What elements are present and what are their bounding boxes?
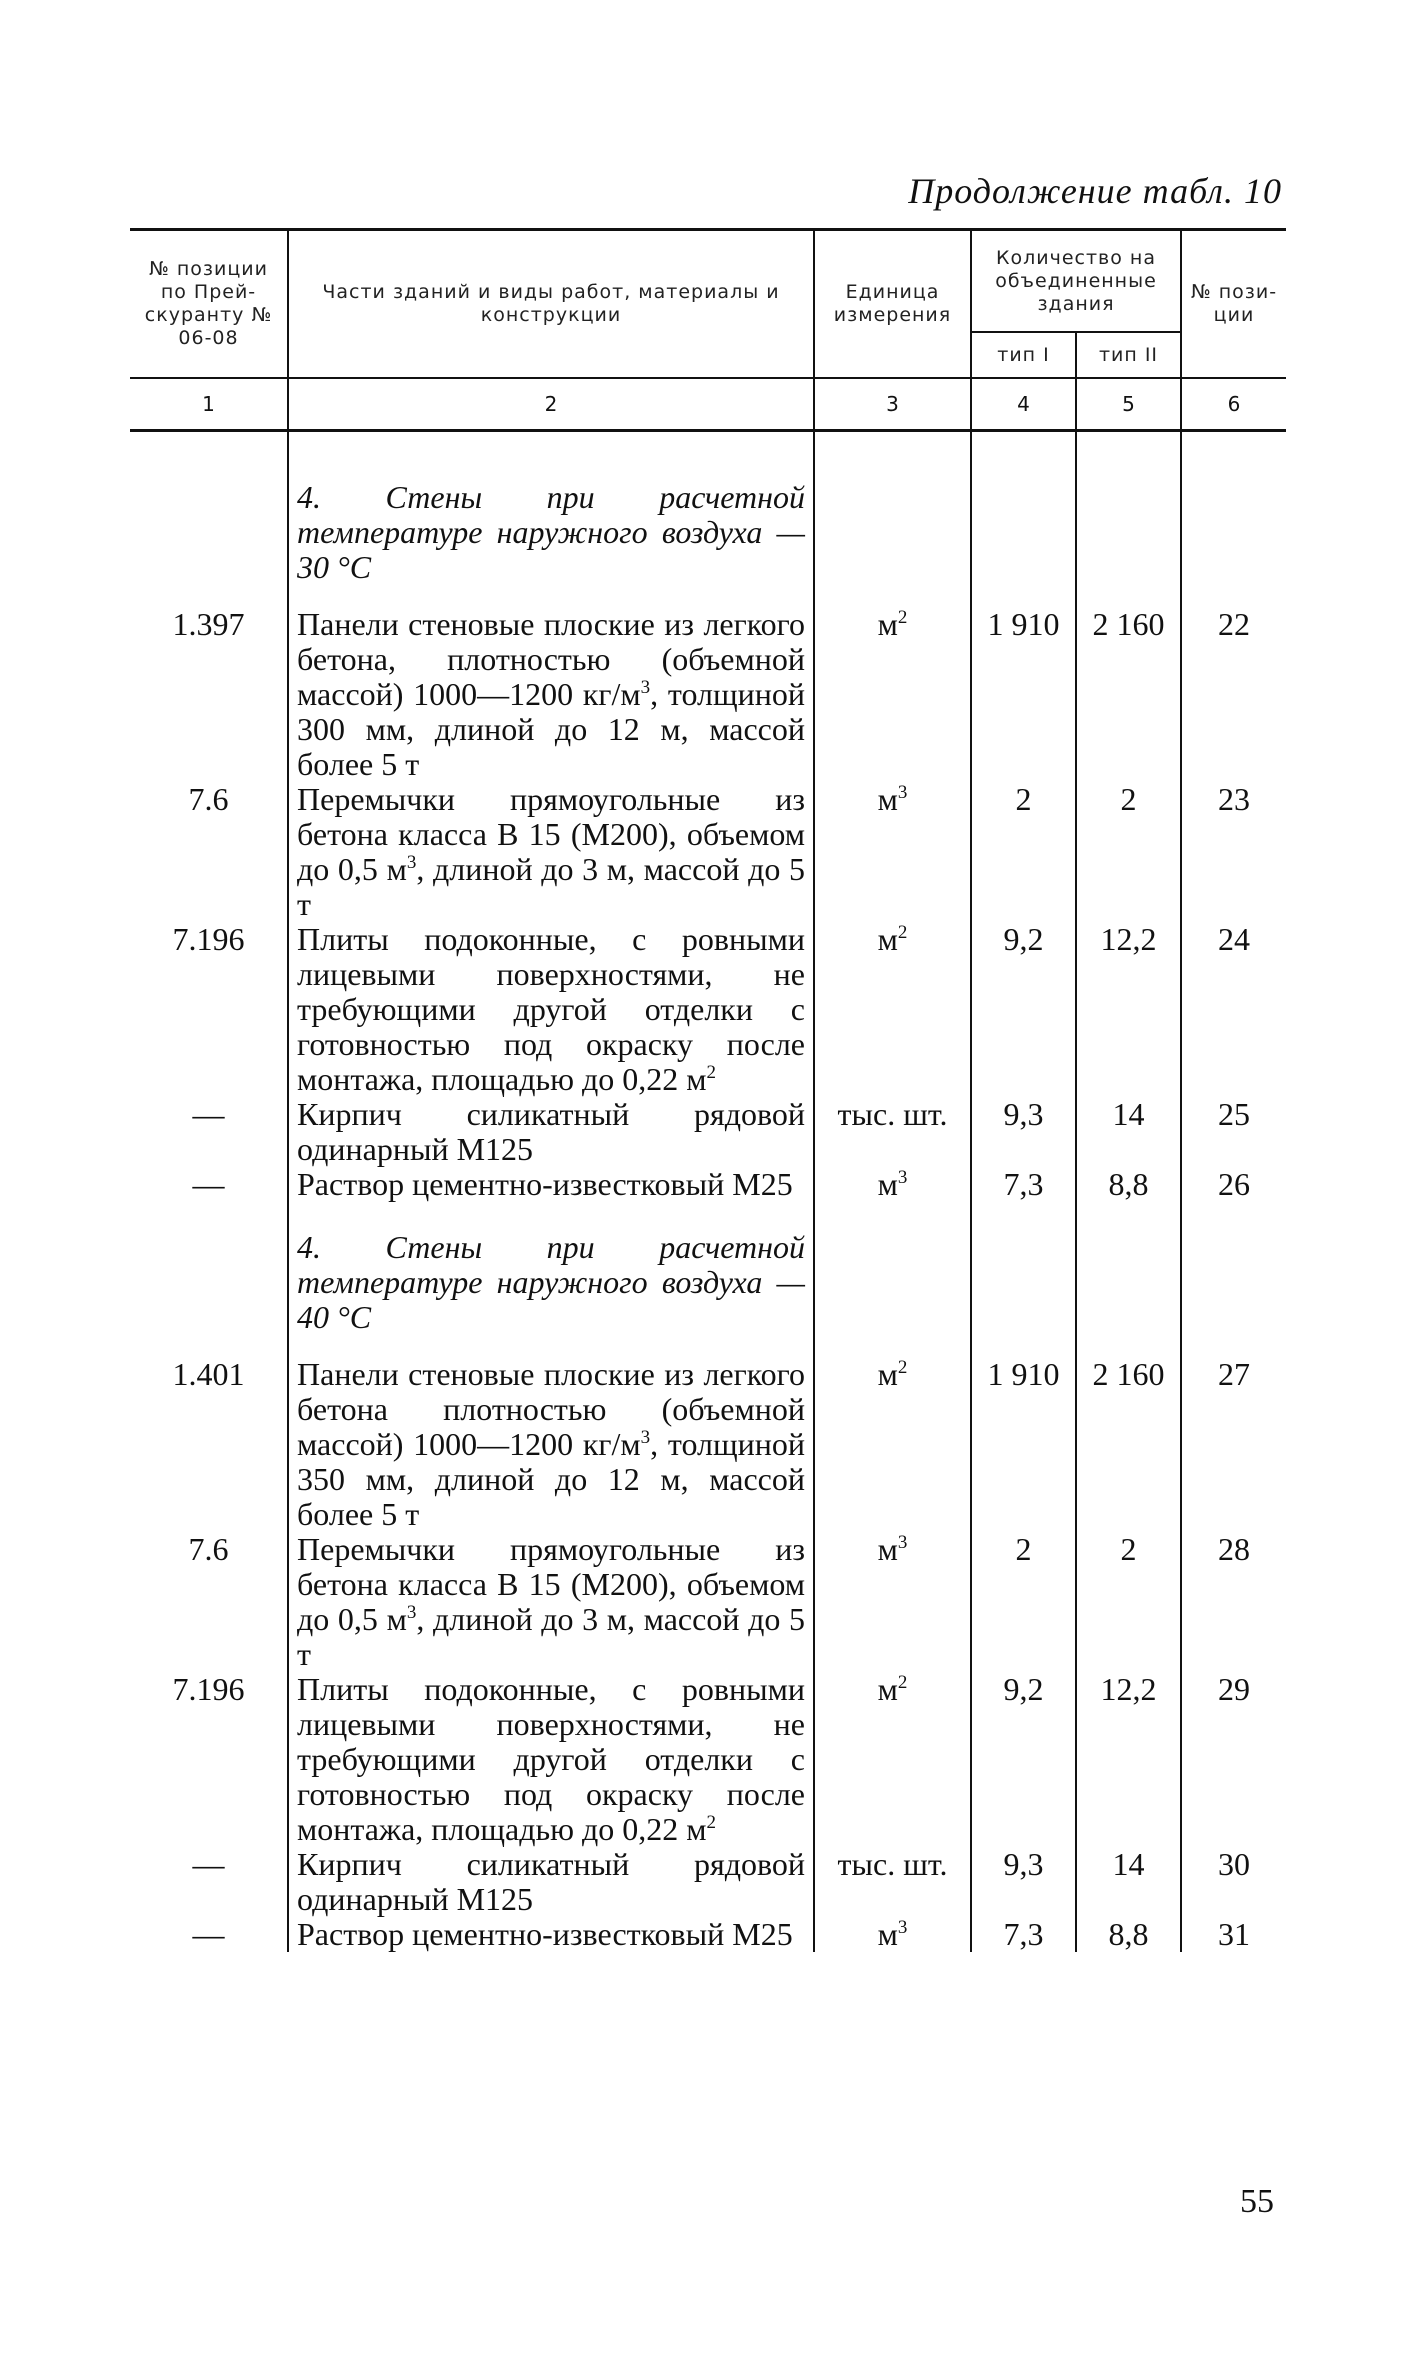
unit-superscript: 3	[897, 1917, 908, 1938]
section-row	[130, 1202, 1286, 1357]
unit	[814, 782, 971, 922]
position-number: 24	[1181, 922, 1286, 1097]
description-text: Перемычки прямоугольные из бетона класса В 15 (М200), объемом до 0,5 м	[297, 1531, 805, 1637]
table-caption: Продолжение табл. 10	[908, 171, 1282, 211]
quantity-type-2: 12,2	[1076, 922, 1181, 1097]
table-body	[130, 431, 1286, 1953]
quantity-type-2: 2	[1076, 782, 1181, 922]
unit	[814, 1357, 971, 1532]
description-superscript: 3	[640, 1427, 651, 1448]
column-number: 6	[1181, 378, 1286, 431]
description-text: Раствор цементно-известковый М25	[297, 1916, 793, 1952]
position-number: 23	[1181, 782, 1286, 922]
unit-superscript: 2	[897, 1357, 908, 1378]
work-description	[288, 1672, 814, 1847]
table-row	[130, 1847, 1286, 1917]
header-type-1: тип I	[971, 332, 1076, 378]
description-superscript: 3	[640, 677, 651, 698]
empty-cell	[1181, 1202, 1286, 1357]
unit-text: м	[877, 781, 898, 817]
unit	[814, 1532, 971, 1672]
header-quantity: Количество на объединенные здания	[971, 230, 1181, 333]
work-description	[288, 1357, 814, 1532]
empty-cell	[1181, 431, 1286, 453]
work-description	[288, 1167, 814, 1202]
unit-text: м	[877, 921, 898, 957]
table-row	[130, 1532, 1286, 1672]
position-number: 25	[1181, 1097, 1286, 1167]
description-text: Перемычки прямоугольные из бетона класса В 15 (М200), объемом до 0,5 м	[297, 781, 805, 887]
work-description	[288, 922, 814, 1097]
position-number: 30	[1181, 1847, 1286, 1917]
table-row	[130, 782, 1286, 922]
unit-superscript: 3	[897, 1532, 908, 1553]
unit-text: м	[877, 1356, 898, 1392]
section-row	[130, 452, 1286, 607]
description-text: Кирпич силикатный рядовой одинарный М125	[297, 1096, 805, 1167]
unit	[814, 1847, 971, 1917]
table-row	[130, 607, 1286, 782]
unit-text: м	[877, 1671, 898, 1707]
description-text-tail: , длиной до 3 м, массой до 5 т	[297, 1601, 805, 1672]
table-row	[130, 922, 1286, 1097]
column-number: 4	[971, 378, 1076, 431]
position-code: 7.196	[172, 1671, 245, 1707]
column-number: 1	[130, 378, 288, 431]
quantity-type-1: 1 910	[971, 607, 1076, 782]
quantity-type-2: 12,2	[1076, 1672, 1181, 1847]
description-text: Плиты подоконные, с ровными лицевыми поверхностями, не требующими другой отделки с готовностью под окраску после монтажа, площадью до 0,22 м	[297, 921, 805, 1097]
unit-text: м	[877, 1166, 898, 1202]
description-text-tail: , толщиной 350 мм, длиной до 12 м, массой более 5 т	[297, 1426, 806, 1532]
table-row	[130, 1167, 1286, 1202]
quantity-type-2: 8,8	[1076, 1167, 1181, 1202]
header-position-number: № пози- ции	[1181, 230, 1286, 379]
unit-text: тыс. шт.	[837, 1096, 948, 1132]
description-superscript: 2	[706, 1812, 717, 1833]
page-number: 55	[1240, 2183, 1274, 2220]
unit	[814, 922, 971, 1097]
quantity-type-1: 7,3	[971, 1167, 1076, 1202]
quantity-type-1: 2	[971, 1532, 1076, 1672]
work-description	[288, 1097, 814, 1167]
work-description	[288, 607, 814, 782]
section-heading: 4. Стены при расчетной температуре наружного воздуха — 30 °С	[288, 452, 814, 607]
empty-cell	[814, 431, 971, 453]
position-code: 1.397	[172, 606, 245, 642]
empty-cell	[130, 1202, 288, 1357]
description-text: Панели стеновые плоские из легкого бетона плотностью (объемной массой) 1000—1200 кг/м	[297, 1356, 805, 1462]
position-number: 26	[1181, 1167, 1286, 1202]
position-code: 1.401	[172, 1356, 245, 1392]
description-superscript: 2	[706, 1062, 717, 1083]
quantity-type-2: 2	[1076, 1532, 1181, 1672]
quantity-type-1: 1 910	[971, 1357, 1076, 1532]
position-number: 31	[1181, 1917, 1286, 1952]
column-number: 2	[288, 378, 814, 431]
work-description	[288, 1532, 814, 1672]
quantity-type-1: 9,2	[971, 1672, 1076, 1847]
section-heading: 4. Стены при расчетной температуре наружного воздуха —40 °С	[288, 1202, 814, 1357]
unit	[814, 1672, 971, 1847]
empty-cell	[1076, 1202, 1181, 1357]
quantity-type-2: 8,8	[1076, 1917, 1181, 1952]
unit-text: м	[877, 1531, 898, 1567]
table-row	[130, 1357, 1286, 1532]
quantity-type-1: 9,2	[971, 922, 1076, 1097]
quantity-type-1: 2	[971, 782, 1076, 922]
position-number: 22	[1181, 607, 1286, 782]
description-text: Плиты подоконные, с ровными лицевыми поверхностями, не требующими другой отделки с готовностью под окраску после монтажа, площадью до 0,22 м	[297, 1671, 805, 1847]
description-text-tail: , толщиной 300 мм, длиной до 12 м, массой более 5 т	[297, 676, 806, 782]
empty-cell	[130, 431, 288, 453]
header-type-2: тип II	[1076, 332, 1181, 378]
spacer-row	[130, 431, 1286, 453]
description-text: Кирпич силикатный рядовой одинарный М125	[297, 1846, 805, 1917]
empty-cell	[971, 1202, 1076, 1357]
work-description	[288, 1917, 814, 1952]
position-code: 7.6	[188, 781, 229, 817]
position-number: 28	[1181, 1532, 1286, 1672]
position-code: —	[192, 1846, 225, 1882]
column-number: 5	[1076, 378, 1181, 431]
quantity-type-2: 2 160	[1076, 607, 1181, 782]
empty-cell	[1076, 431, 1181, 453]
position-number: 29	[1181, 1672, 1286, 1847]
empty-cell	[288, 431, 814, 453]
header-unit: Единица измерения	[814, 230, 971, 379]
header-position-code: № позиции по Прей- скуранту № 06-08	[130, 230, 288, 379]
position-code: —	[192, 1916, 225, 1952]
position-code: —	[192, 1096, 225, 1132]
unit	[814, 1097, 971, 1167]
unit-superscript: 3	[897, 782, 908, 803]
position-number: 27	[1181, 1357, 1286, 1532]
description-superscript: 3	[406, 852, 417, 873]
position-code: 7.196	[172, 921, 245, 957]
position-code: —	[192, 1166, 225, 1202]
description-text: Панели стеновые плоские из легкого бетона, плотностью (объемной массой) 1000—1200 кг/м	[297, 606, 805, 712]
quantity-type-1: 7,3	[971, 1917, 1076, 1952]
work-description	[288, 782, 814, 922]
empty-cell	[814, 1202, 971, 1357]
unit-text: тыс. шт.	[837, 1846, 948, 1882]
empty-cell	[130, 452, 288, 607]
unit-superscript: 2	[897, 1672, 908, 1693]
description-text-tail: , длиной до 3 м, массой до 5 т	[297, 851, 805, 922]
table-row	[130, 1097, 1286, 1167]
quantity-type-2: 2 160	[1076, 1357, 1181, 1532]
empty-cell	[814, 452, 971, 607]
unit-superscript: 2	[897, 607, 908, 628]
unit	[814, 1917, 971, 1952]
description-text: Раствор цементно-известковый М25	[297, 1166, 793, 1202]
work-description	[288, 1847, 814, 1917]
empty-cell	[971, 431, 1076, 453]
description-superscript: 3	[406, 1602, 417, 1623]
quantity-type-1: 9,3	[971, 1097, 1076, 1167]
header-work-description: Части зданий и виды работ, материалы и конструкции	[288, 230, 814, 379]
table-row	[130, 1917, 1286, 1952]
materials-table	[130, 228, 1286, 1952]
unit-superscript: 3	[897, 1167, 908, 1188]
column-number: 3	[814, 378, 971, 431]
unit-superscript: 2	[897, 922, 908, 943]
quantity-type-2: 14	[1076, 1097, 1181, 1167]
empty-cell	[971, 452, 1076, 607]
unit-text: м	[877, 606, 898, 642]
table-row	[130, 1672, 1286, 1847]
empty-cell	[1076, 452, 1181, 607]
position-code: 7.6	[188, 1531, 229, 1567]
unit	[814, 1167, 971, 1202]
unit	[814, 607, 971, 782]
unit-text: м	[877, 1916, 898, 1952]
empty-cell	[1181, 452, 1286, 607]
quantity-type-1: 9,3	[971, 1847, 1076, 1917]
quantity-type-2: 14	[1076, 1847, 1181, 1917]
